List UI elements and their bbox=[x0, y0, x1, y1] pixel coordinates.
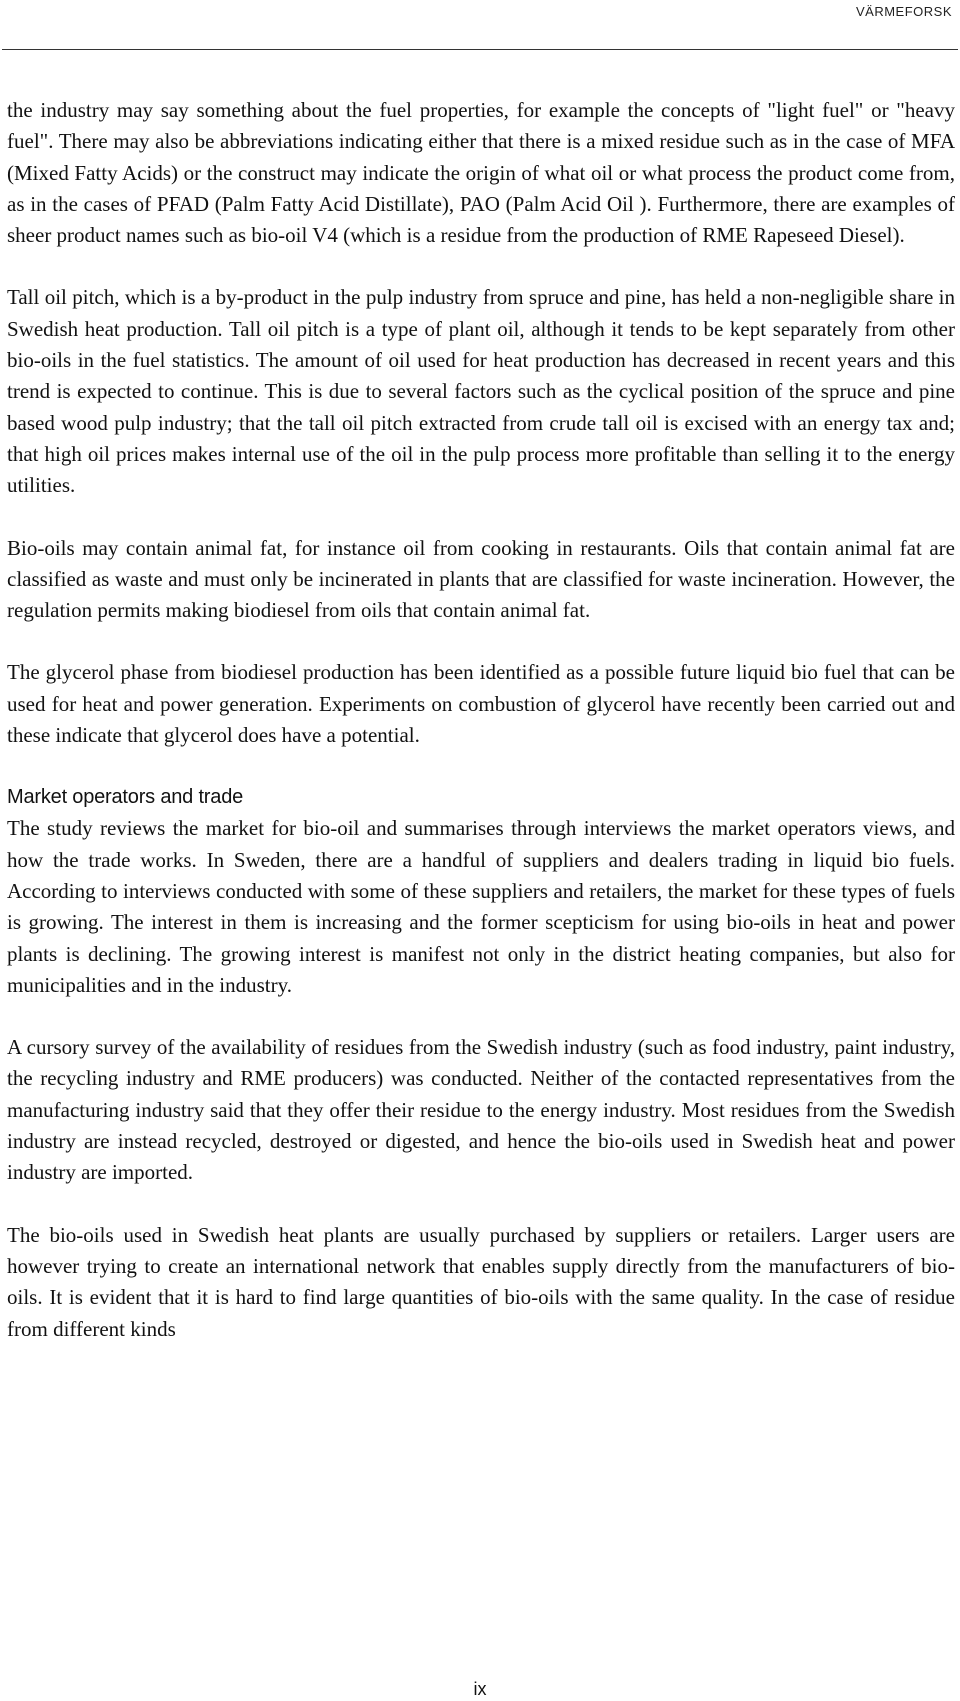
paragraph-purchasing: The bio-oils used in Swedish heat plants are usually purchased by suppliers or retailers. Larger users are however trying to create an international network that enables supply directly from the manufacturers of bio-oils. It is evident that it is hard to find large quantities of bio-oils with the same quality. In the case of residue from different kinds bbox=[7, 1222, 955, 1341]
paragraph-glycerol: The glycerol phase from biodiesel production has been identified as a possible future liquid bio fuel that can be used for heat and power generation. Experiments on combustion of glycerol have recently been carried out and these indicate that glycerol does have a potential. bbox=[7, 660, 955, 748]
running-header: VÄRMEFORSK bbox=[855, 4, 952, 19]
page-number: ix bbox=[473, 1679, 487, 1699]
header-rule bbox=[2, 49, 958, 50]
paragraph-residue-survey: A cursory survey of the availability of residues from the Swedish industry (such as food industry, paint industry, the recycling industry and RME producers) was conducted. Neither of the contacted representatives from the manufacturing industry said that they offer their residue to the energy industry. Most residues from the Swedish industry are instead recycled, destroyed or digested, and hence the bio-oils used in Swedish heat and power industry are imported. bbox=[7, 1035, 955, 1185]
paragraph-animal-fat: Bio-oils may contain animal fat, for instance oil from cooking in restaurants. Oils that contain animal fat are classified as waste and must only be incinerated in plants that are classified for waste incineration. However, the regulation permits making biodiesel from oils that contain animal fat. bbox=[7, 535, 955, 623]
paragraph-tall-oil-pitch: Tall oil pitch, which is a by-product in the pulp industry from spruce and pine, has held a non-negligible share in Swedish heat production. Tall oil pitch is a type of plant oil, although it tends to be kept separately from other bio-oils in the fuel statistics. The amount of oil used for heat production has decreased in recent years and this trend is expected to continue. This is due to several factors such as the cyclical position of the spruce and pine based wood pulp industry; that the tall oil pitch extracted from crude tall oil is excised with an energy tax and; that high oil prices makes internal use of the oil in the pulp process more profitable than selling it to the energy utilities. bbox=[7, 285, 955, 498]
page-body bbox=[7, 95, 955, 1345]
paragraph-market-review: The study reviews the market for bio-oil and summarises through interviews the market operators views, and how the trade works. In Sweden, there are a handful of suppliers and dealers trading in liquid bio fuels. According to interviews conducted with some of these suppliers and retailers, the market for these types of fuels is growing. The interest in them is increasing and the former scepticism for using bio-oils in heat and power plants is declining. The growing interest is manifest not only in the district heating companies, but also for municipalities and in the industry. bbox=[7, 816, 955, 997]
section-heading: Market operators and trade bbox=[7, 786, 244, 809]
paragraph-product-names: the industry may say something about the fuel properties, for example the concepts of "light fuel" or "heavy fuel". There may also be abbreviations indicating either that there is a mixed residue such as in the case of MFA (Mixed Fatty Acids) or the construct may indicate the origin of what oil or what process the product come from, as in the cases of PFAD (Palm Fatty Acid Distillate), PAO (Palm Acid Oil ). Furthermore, there are examples of sheer product names such as bio-oil V4 (which is a residue from the production of RME Rapeseed Diesel). bbox=[7, 98, 955, 248]
